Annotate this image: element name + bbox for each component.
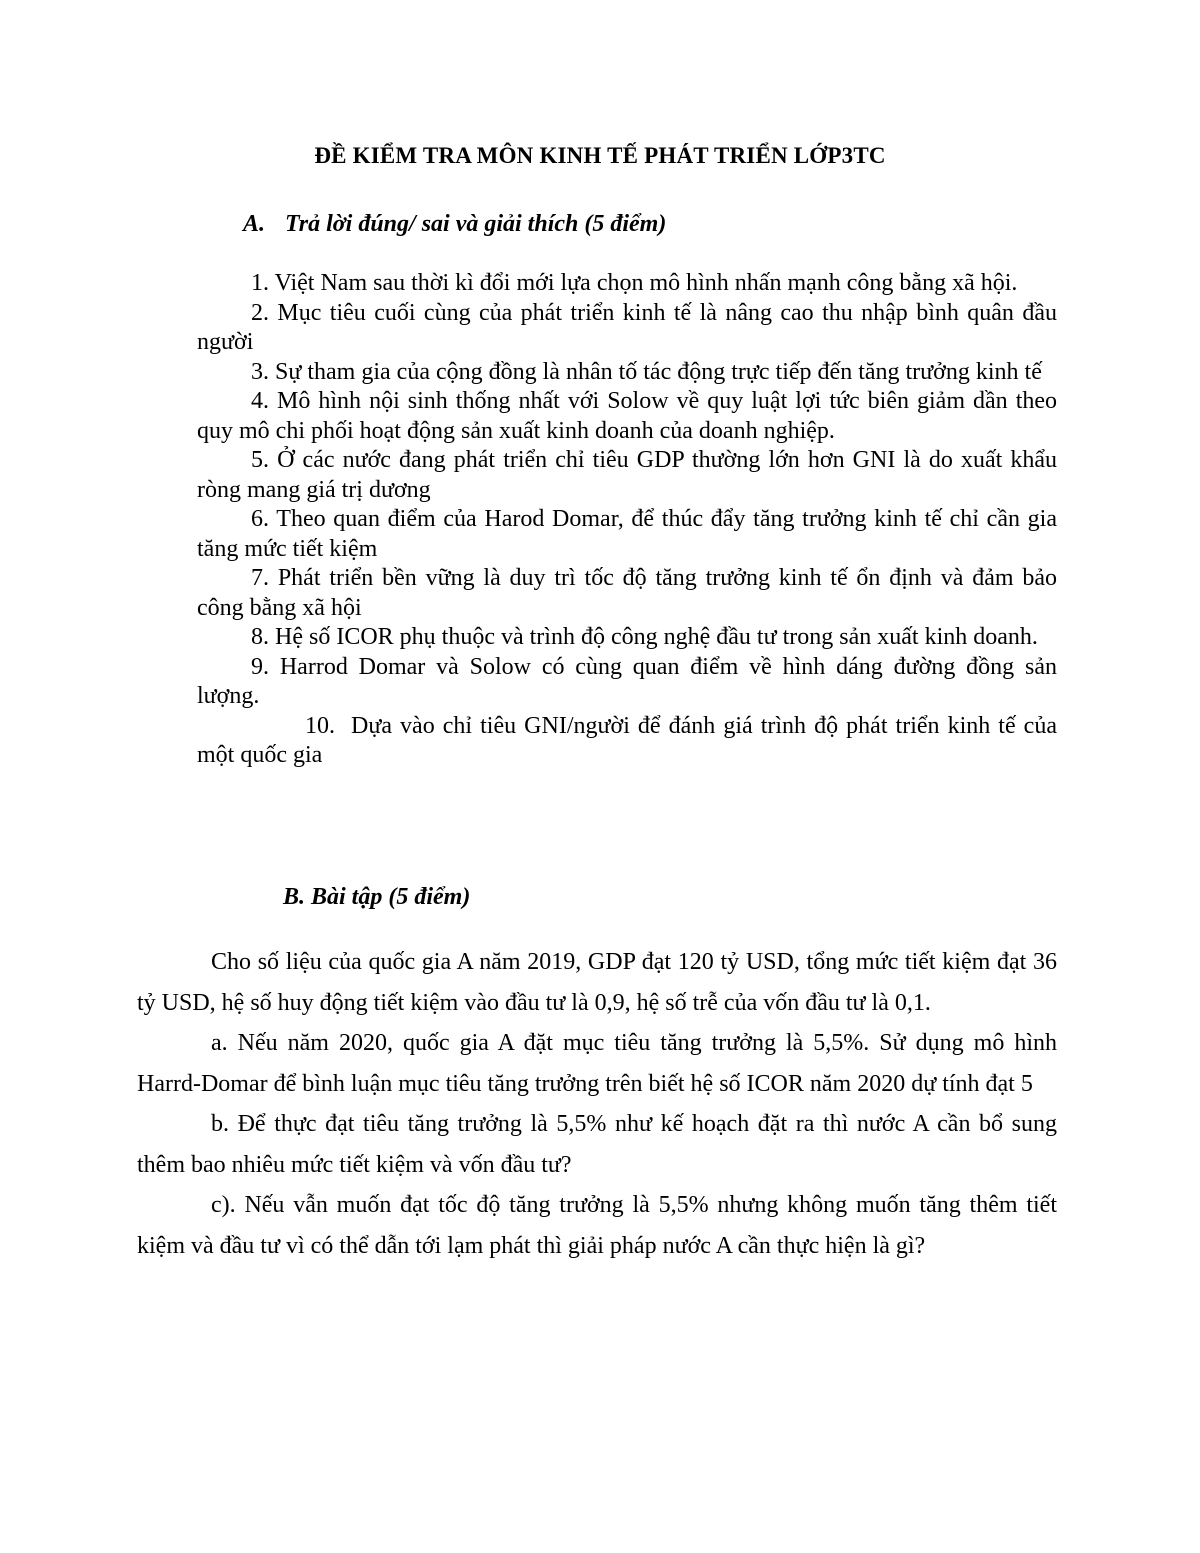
question-text: Hệ số ICOR phụ thuộc và trình độ công nghệ đầu tư trong sản xuất kinh doanh. [275,624,1038,650]
question-text: Sự tham gia của cộng đồng là nhân tố tác động trực tiếp đến tăng trưởng kinh tế [275,358,1042,385]
section-b-heading: B. Bài tập (5 điểm) [283,884,471,910]
list-item [197,564,1057,623]
question-text: Ở các nước đang phát triển chỉ tiêu GDP thường lớn hơn GNI là do xuất khẩu ròng mang giá trị dương [197,447,1058,503]
question-text: Mục tiêu cuối cùng của phát triển kinh tế là nâng cao thu nhập bình quân đầu người [197,299,1057,355]
question-number: 6. [251,506,269,532]
exercise-part-a: a. Nếu năm 2020, quốc gia A đặt mục tiêu tăng trưởng là 5,5%. Sử dụng mô hình Harrd-Domar để bình luận mục tiêu tăng trưởng trên biết hệ số ICOR năm 2020 dự tính đạt 5 [137,1030,1057,1097]
section-a-letter: A. [243,211,266,237]
exercise-intro: Cho số liệu của quốc gia A năm 2019, GDP đạt 120 tỷ USD, tổng mức tiết kiệm đạt 36 tỷ USD, hệ số huy động tiết kiệm vào đầu tư là 0,9, hệ số trễ của vốn đầu tư là 0,1. [137,949,1057,1016]
question-number: 4. [251,388,269,414]
question-number: 5. [251,447,269,473]
list-item [197,653,1057,712]
list-item [197,623,1057,653]
list-item [197,446,1057,505]
question-text: Dựa vào chỉ tiêu GNI/người để đánh giá trình độ phát triển kinh tế của một quốc gia [197,712,1057,768]
question-number: 3. [251,358,269,385]
exercise-part-c: c). Nếu vẫn muốn đạt tốc độ tăng trưởng là 5,5% nhưng không muốn tăng thêm tiết kiệm và đầu tư vì có thể dẫn tới lạm phát thì giải pháp nước A cần thực hiện là gì? [137,1192,1057,1259]
section-a-heading-text: Trả lời đúng/ sai và giải thích (5 điểm) [285,211,667,237]
question-text: Mô hình nội sinh thống nhất với Solow về quy luật lợi tức biên giảm dần theo quy mô chi phối hoạt động sản xuất kinh doanh của doanh nghiệp. [197,388,1058,444]
list-item [197,387,1057,446]
question-number: 1. [251,270,269,296]
section-a-heading [243,211,666,238]
question-number: 10. [305,712,335,739]
list-item [197,712,1057,771]
question-number: 2. [251,299,269,326]
exercise-body [137,942,1057,1266]
question-number: 9. [251,653,269,680]
question-number: 7. [251,565,269,591]
question-list [197,269,1057,771]
question-text: Phát triển bền vững là duy trì tốc độ tăng trưởng kinh tế ổn định và đảm bảo công bằng xã hội [197,565,1057,621]
list-item [197,505,1057,564]
exercise-part-b: b. Để thực đạt tiêu tăng trưởng là 5,5% như kế hoạch đặt ra thì nước A cần bổ sung thêm bao nhiêu mức tiết kiệm và vốn đầu tư? [137,1111,1057,1178]
list-item [197,299,1057,358]
question-number: 8. [251,624,269,650]
document-title: ĐỀ KIỂM TRA MÔN KINH TẾ PHÁT TRIỂN LỚP3TC [314,143,886,168]
list-item [197,358,1057,388]
question-text: Việt Nam sau thời kì đổi mới lựa chọn mô hình nhấn mạnh công bằng xã hội. [274,270,1018,296]
question-text: Theo quan điểm của Harod Domar, để thúc đẩy tăng trưởng kinh tế chỉ cần gia tăng mức tiết kiệm [197,506,1057,562]
question-text: Harrod Domar và Solow có cùng quan điểm về hình dáng đường đồng sản lượng. [197,653,1057,709]
list-item [197,269,1057,299]
